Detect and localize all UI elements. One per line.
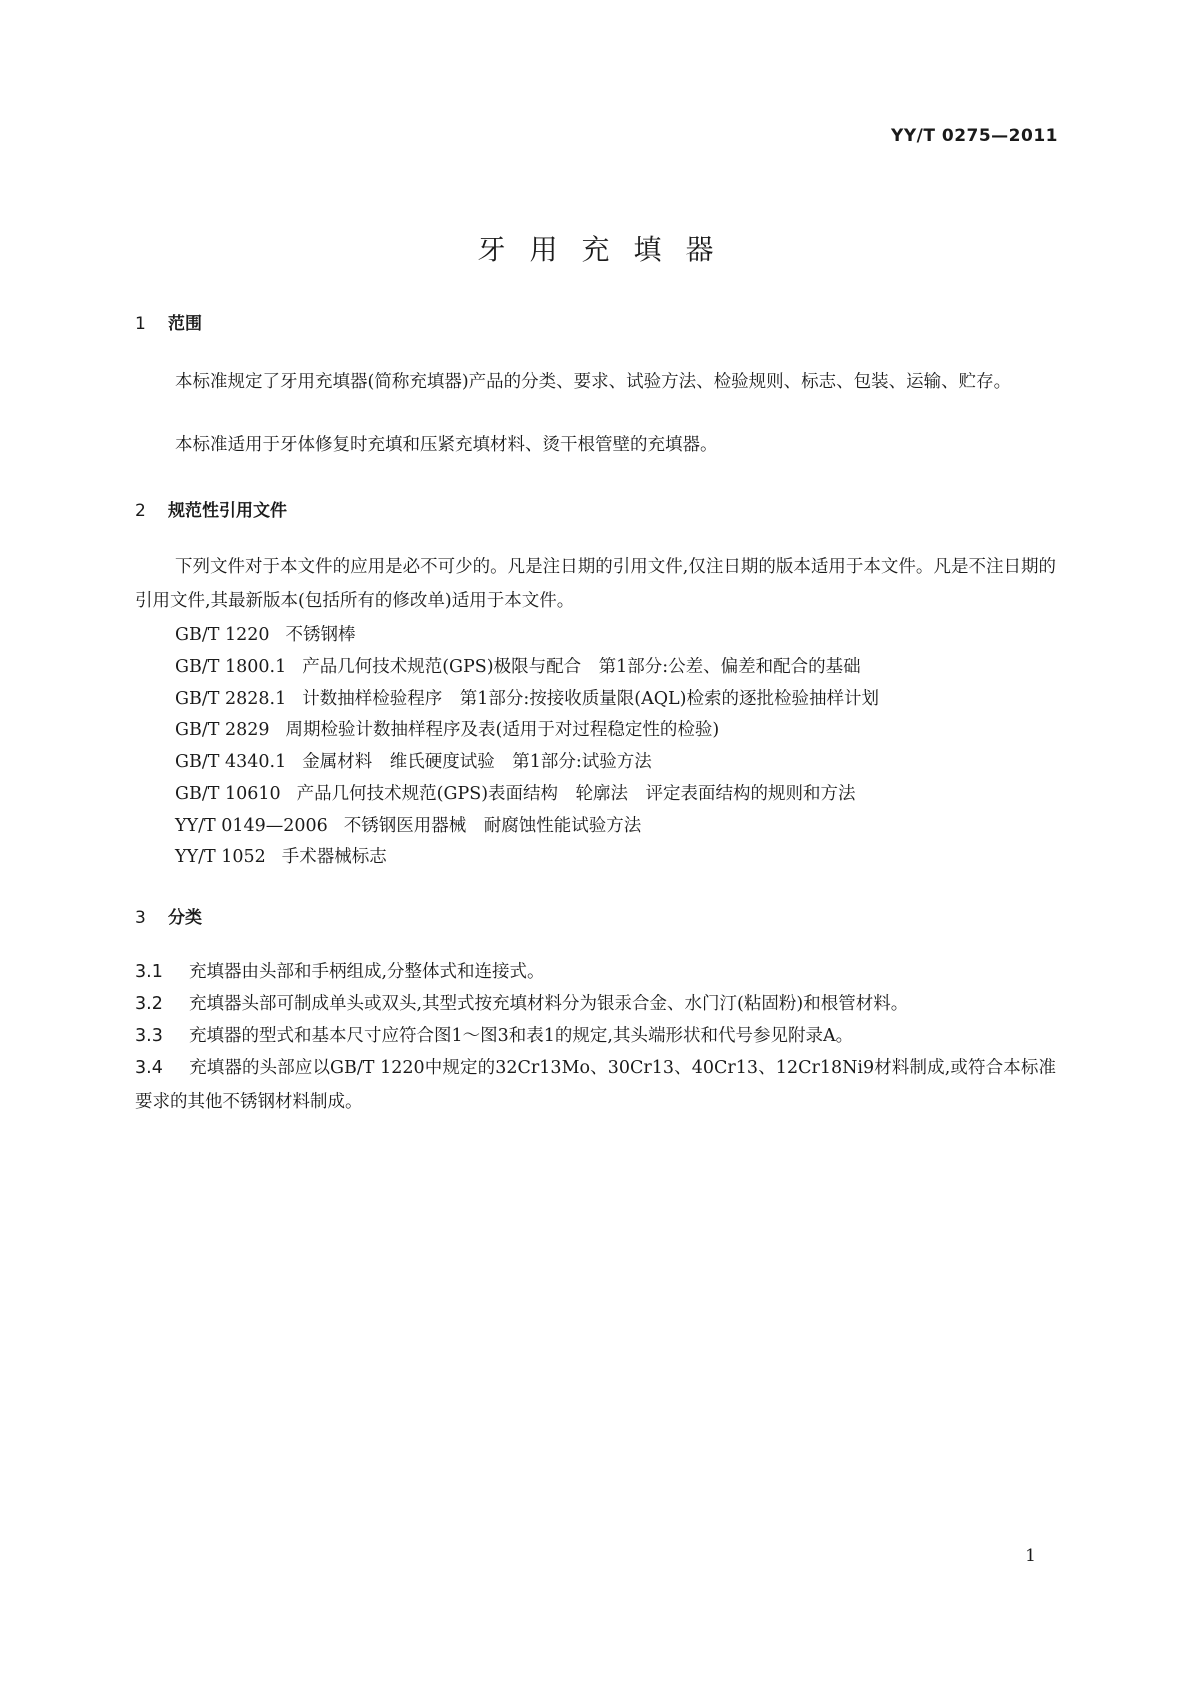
- clause-number: 3.4: [135, 1058, 163, 1078]
- section-heading-normative-references: [135, 496, 287, 521]
- references-intro: 下列文件对于本文件的应用是必不可少的。凡是注日期的引用文件,仅注日期的版本适用于本文件。凡是不注日期的引用文件,其最新版本(包括所有的修改单)适用于本文件。: [135, 557, 1056, 611]
- reference-code: GB/T 4340.1: [175, 752, 287, 772]
- clause-number: 3.3: [135, 1026, 163, 1046]
- reference-code: GB/T 2829: [175, 720, 270, 740]
- reference-code: GB/T 1220: [175, 625, 270, 645]
- clause-3-1: [135, 955, 1056, 989]
- section-number: 2: [135, 501, 146, 521]
- reference-code: GB/T 1800.1: [175, 657, 287, 677]
- reference-item: [175, 685, 879, 710]
- document-title: 牙用充填器: [477, 233, 738, 266]
- clause-text: 充填器的型式和基本尺寸应符合图1～图3和表1的规定,其头端形状和代号参见附录A。: [189, 1026, 854, 1046]
- scope-paragraph-1: 本标准规定了牙用充填器(简称充填器)产品的分类、要求、试验方法、检验规则、标志、包装、运输、贮存。: [175, 372, 1012, 392]
- clause-3-4: [135, 1051, 1056, 1119]
- reference-title: 金属材料 维氏硬度试验 第1部分:试验方法: [302, 752, 652, 772]
- reference-title: 计数抽样检验程序 第1部分:按接收质量限(AQL)检索的逐批检验抽样计划: [302, 689, 880, 709]
- section-heading-classification: [135, 903, 202, 928]
- reference-item: [175, 843, 387, 868]
- section-heading-scope: [135, 309, 202, 334]
- scope-paragraph-2: 本标准适用于牙体修复时充填和压紧充填材料、烫干根管壁的充填器。: [175, 435, 718, 455]
- clause-3-2: [135, 987, 1056, 1021]
- reference-item: [175, 780, 856, 805]
- standard-code: YY/T 0275—2011: [891, 126, 1058, 146]
- clause-number: 3.2: [135, 994, 163, 1014]
- page-number: 1: [1025, 1546, 1036, 1566]
- reference-code: GB/T 2828.1: [175, 689, 287, 709]
- reference-item: [175, 621, 356, 646]
- reference-title: 手术器械标志: [281, 847, 387, 867]
- section-number: 1: [135, 314, 146, 334]
- reference-item: [175, 653, 861, 678]
- section-title: 范围: [168, 314, 202, 334]
- reference-code: YY/T 0149—2006: [175, 816, 328, 836]
- reference-title: 不锈钢医用器械 耐腐蚀性能试验方法: [343, 816, 642, 836]
- reference-title: 产品几何技术规范(GPS)表面结构 轮廓法 评定表面结构的规则和方法: [296, 784, 856, 804]
- clause-text: 充填器头部可制成单头或双头,其型式按充填材料分为银汞合金、水门汀(粘固粉)和根管材料。: [189, 994, 909, 1014]
- section-title: 规范性引用文件: [168, 501, 287, 521]
- reference-item: [175, 716, 719, 741]
- reference-code: YY/T 1052: [175, 847, 266, 867]
- reference-item: [175, 748, 652, 773]
- clause-number: 3.1: [135, 962, 163, 982]
- reference-title: 不锈钢棒: [285, 625, 356, 645]
- reference-title: 产品几何技术规范(GPS)极限与配合 第1部分:公差、偏差和配合的基础: [302, 657, 861, 677]
- section-title: 分类: [168, 908, 202, 928]
- clause-text: 充填器的头部应以GB/T 1220中规定的32Cr13Mo、30Cr13、40Cr13、12Cr18Ni9材料制成,或符合本标准要求的其他不锈钢材料制成。: [135, 1058, 1056, 1112]
- reference-item: [175, 812, 641, 837]
- reference-code: GB/T 10610: [175, 784, 281, 804]
- clause-3-3: [135, 1019, 1056, 1053]
- reference-title: 周期检验计数抽样程序及表(适用于对过程稳定性的检验): [285, 720, 720, 740]
- section-number: 3: [135, 908, 146, 928]
- clause-text: 充填器由头部和手柄组成,分整体式和连接式。: [189, 962, 545, 982]
